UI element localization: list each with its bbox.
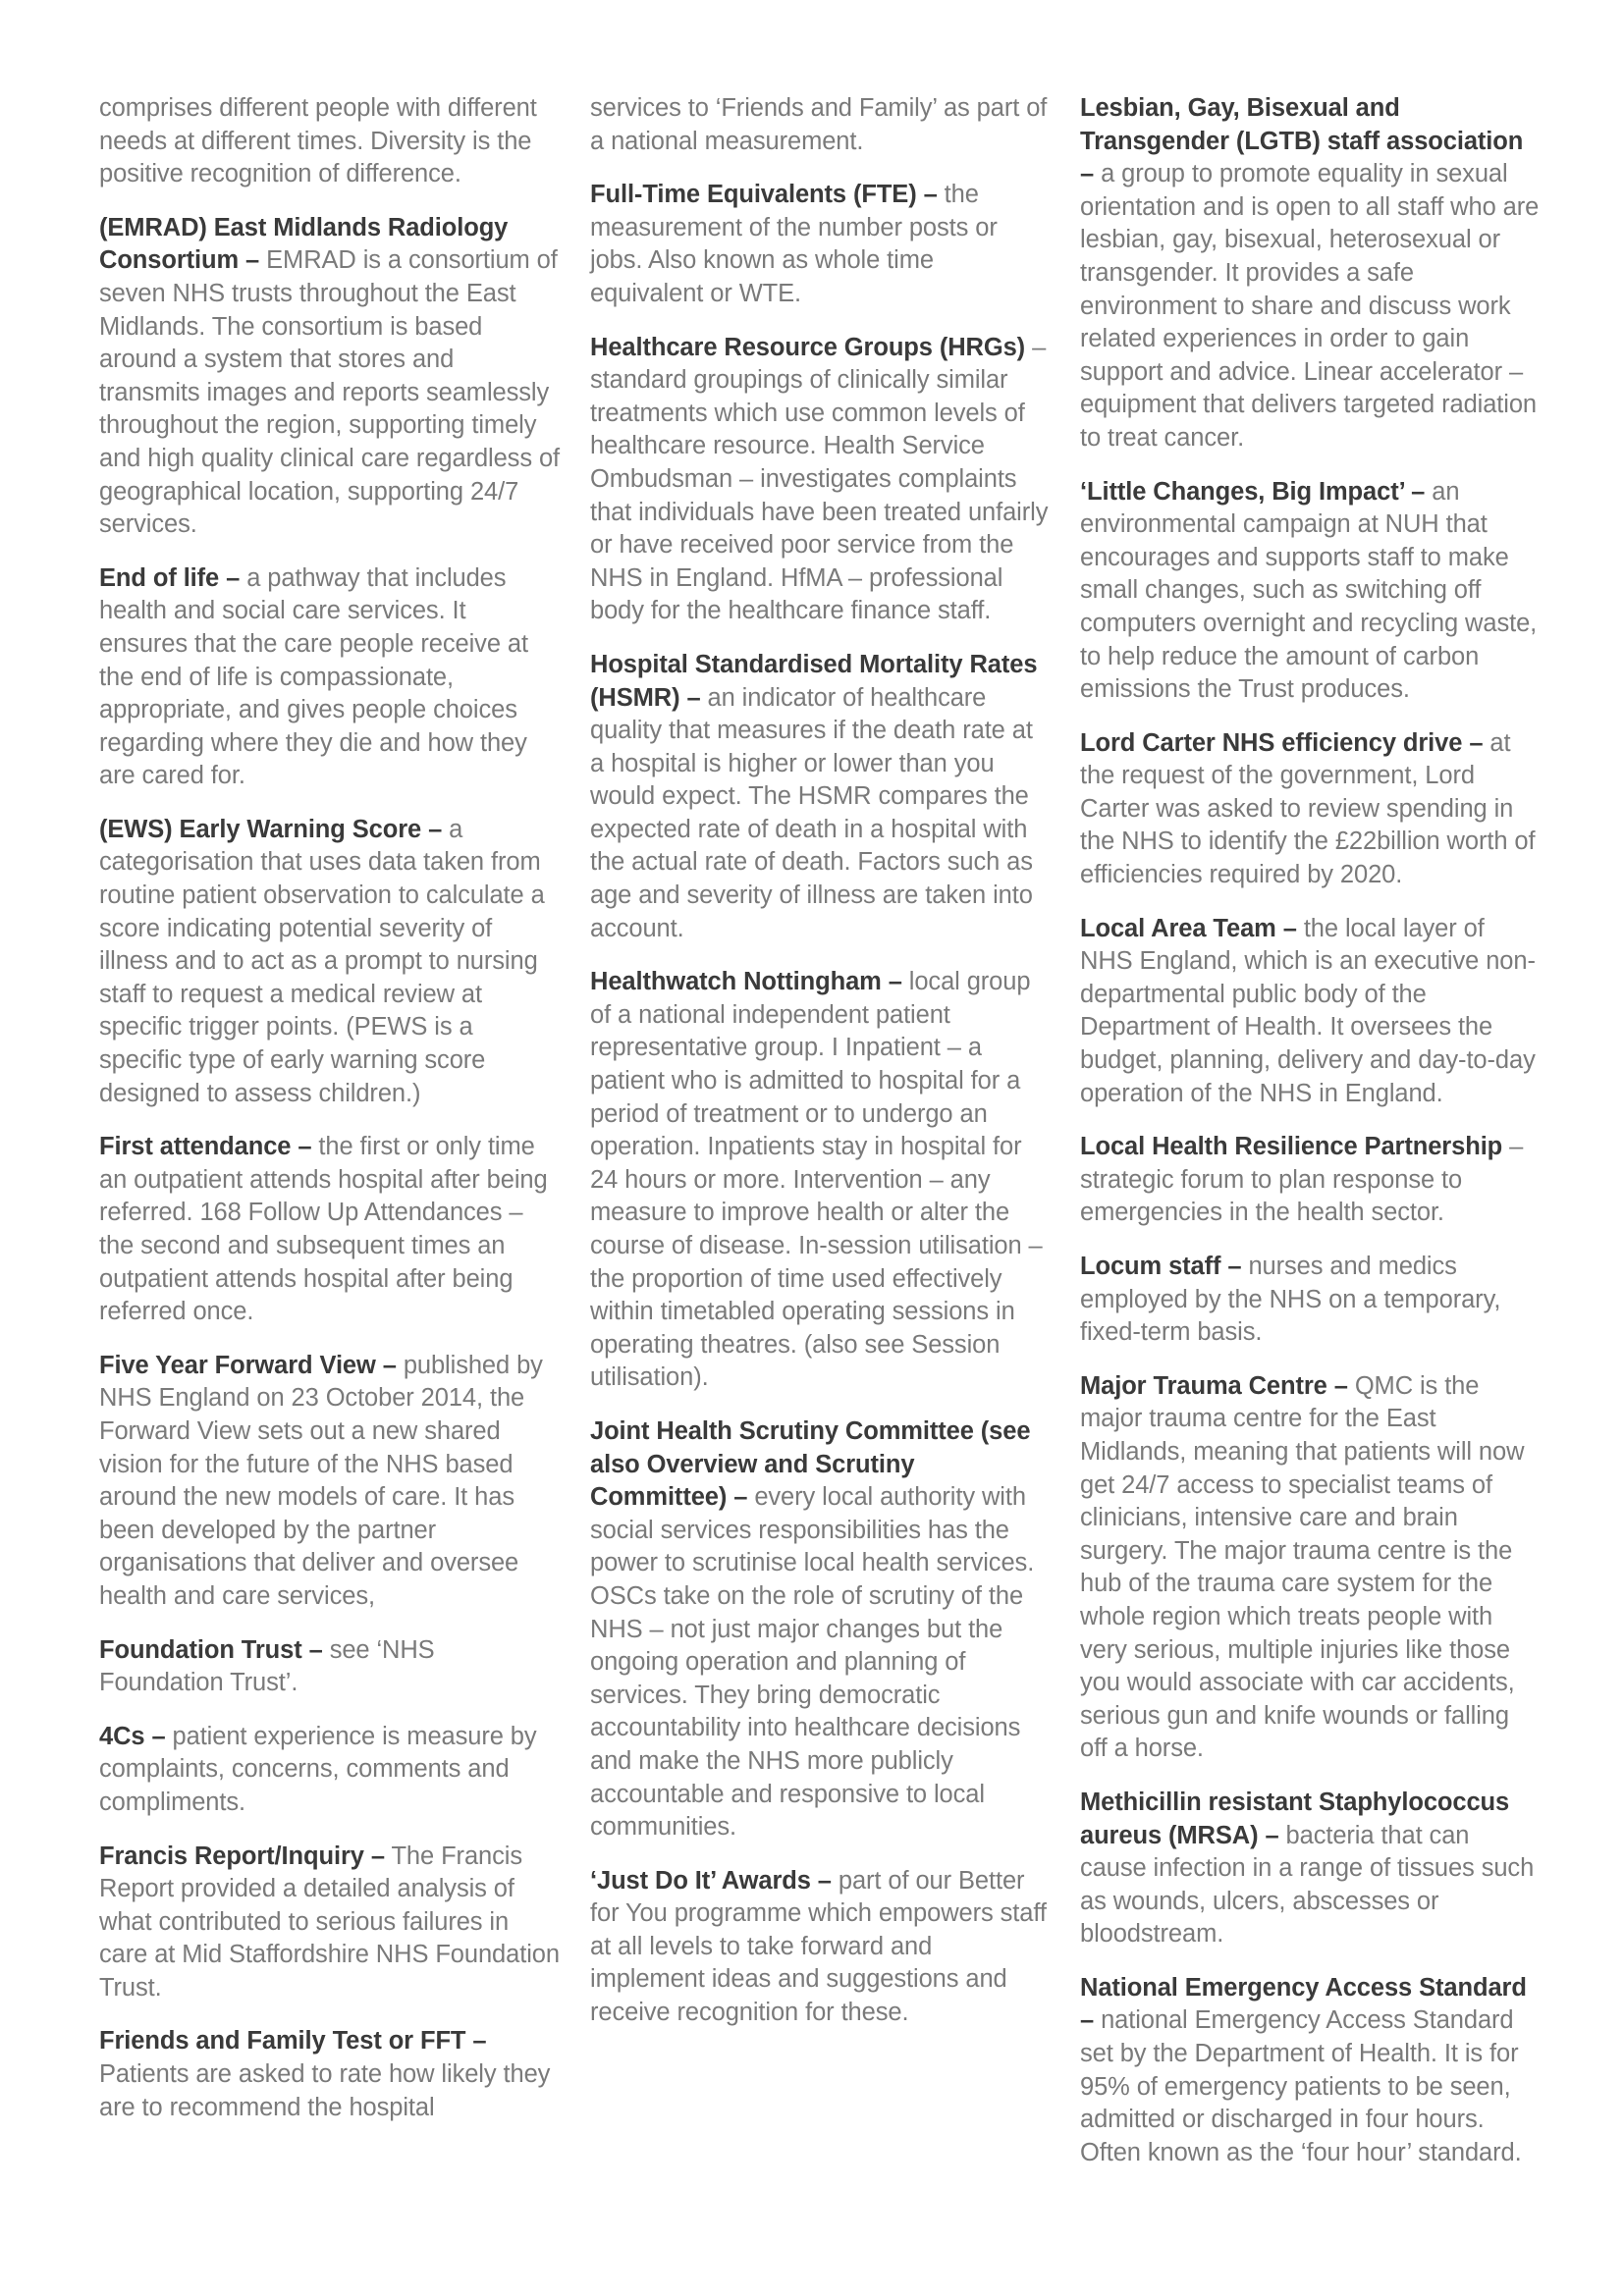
glossary-entry (99, 1634, 561, 1700)
entry-term: (EMRAD) East Midlands Radiology Consortium – (99, 213, 509, 275)
entry-definition: the first or only time an outpatient attends hospital after being referred. 168 Follow Up Attendances – the second and subsequent times an outpatient attends hospital after being referred once. (99, 1133, 548, 1326)
glossary-entry (99, 1131, 561, 1329)
entry-term: Lesbian, Gay, Bisexual and Transgender (LGTB) staff association – (1080, 94, 1524, 188)
glossary-entry (99, 1841, 561, 2005)
glossary-entry (590, 332, 1052, 628)
glossary-entry (1080, 1131, 1542, 1230)
entry-definition: local group of a national independent patient representative group. I Inpatient – a patient who is admitted to hospital for a period of treatment or to undergo an operation. Inpatients stay in hospital for 24 hours or more. Intervention – any measure to improve health or alter the course of disease. In-session utilisation – the proportion of time used effectively within timetabled operating sessions in operating theatres. (also see Session utilisation). (590, 968, 1043, 1392)
glossary-entry (1080, 92, 1542, 455)
glossary-column-3 (1080, 92, 1542, 2190)
entry-term: Healthwatch Nottingham – (590, 968, 902, 996)
entry-term: Healthcare Resource Groups (HRGs) (590, 333, 1026, 361)
entry-definition: services to ‘Friends and Family’ as part of a national measurement. (590, 94, 1048, 155)
entry-definition: The Francis Report provided a detailed analysis of what contributed to serious failures in care at Mid Staffordshire NHS Foundation Trust. (99, 1842, 560, 2002)
entry-definition: a categorisation that uses data taken from routine patient observation to calculate a score indicating potential severity of illness and to act as a prompt to nursing staff to request a medical review at specific trigger points. (PEWS is a specific type of early warning score designed to assess children.) (99, 815, 545, 1107)
glossary-entry (1080, 1972, 1542, 2170)
entry-term: Methicillin resistant Staphylococcus aureus (MRSA) – (1080, 1788, 1510, 1849)
glossary-entry (99, 92, 561, 191)
entry-definition: Patients are asked to rate how likely they are to recommend the hospital (99, 2060, 551, 2121)
entry-term: Hospital Standardised Mortality Rates (HSMR) – (590, 650, 1038, 712)
entry-term: First attendance – (99, 1133, 312, 1161)
entry-term: Lord Carter NHS efficiency drive – (1080, 728, 1484, 757)
glossary-entry (99, 814, 561, 1110)
entry-definition: the measurement of the number posts or jobs. Also known as whole time equivalent or WTE. (590, 181, 998, 307)
entry-definition: a pathway that includes health and social care services. It ensures that the care people receive at the end of life is compassionate, appropriate, and gives people choices regarding where they die and how they are cared for. (99, 563, 528, 790)
entry-term: Joint Health Scrutiny Committee (see also Overview and Scrutiny Committee) – (590, 1416, 1031, 1512)
entry-term: (EWS) Early Warning Score – (99, 815, 443, 843)
glossary-entry (99, 562, 561, 793)
glossary-entry (590, 179, 1052, 310)
glossary-entry (1080, 727, 1542, 892)
entry-definition: every local authority with social services responsibilities has the power to scrutinise local health services. OSCs take on the role of scrutiny of the NHS – not just major changes but the ongoing operation and planning of services. They bring democratic accountability into healthcare decisions and make the NHS more publicly accountable and responsive to local communities. (590, 1483, 1035, 1842)
entry-definition: see ‘NHS Foundation Trust’. (99, 1635, 435, 1697)
glossary-entry (590, 1865, 1052, 2030)
entry-term: Friends and Family Test or FFT – (99, 2027, 487, 2056)
entry-definition: an indicator of healthcare quality that measures if the death rate at a hospital is higher or lower than you would expect. The HSMR compares the expected rate of death in a hospital with the actual rate of death. Factors such as age and severity of illness are taken into account. (590, 683, 1033, 942)
glossary-entry (1080, 1251, 1542, 1350)
glossary-entry (99, 1350, 561, 1614)
entry-definition: an environmental campaign at NUH that encourages and supports staff to make small changes, such as switching off computers overnight and recycling waste, to help reduce the amount of carbon emissions the Trust produces. (1080, 477, 1538, 704)
entry-term: Locum staff – (1080, 1253, 1242, 1280)
entry-definition: part of our Better for You programme which empowers staff at all levels to take forward and implement ideas and suggestions and receive recognition for these. (590, 1866, 1047, 2027)
entry-term: National Emergency Access Standard – (1080, 1973, 1527, 2035)
glossary-entry (99, 1721, 561, 1820)
entry-definition: the local layer of NHS England, which is an executive non-departmental public body of the Department of Health. It oversees the budget, planning, delivery and day-to-day operation of the NHS in England. (1080, 914, 1536, 1107)
entry-definition: QMC is the major trauma centre for the East Midlands, meaning that patients will now get 24/7 access to specialist teams of clinicians, intensive care and brain surgery. The major trauma centre is the hub of the trauma care system for the whole region which treats people with very serious, multiple injuries like those you would associate with car accidents, serious gun and knife wounds or falling off a horse. (1080, 1371, 1525, 1763)
glossary-column-2 (590, 92, 1052, 2051)
glossary-entry (1080, 476, 1542, 707)
entry-term: Local Health Resilience Partnership (1080, 1133, 1503, 1161)
entry-term: Local Area Team – (1080, 914, 1297, 942)
entry-term: Five Year Forward View – (99, 1351, 397, 1379)
entry-definition: at the request of the government, Lord Carter was asked to review spending in the NHS to identify the £22billion worth of efficiencies required by 2020. (1080, 728, 1536, 889)
entry-term: Foundation Trust – (99, 1635, 323, 1664)
glossary-entry (590, 1415, 1052, 1844)
entry-definition: comprises different people with different needs at different times. Diversity is the positive recognition of difference. (99, 94, 537, 188)
glossary-entry (590, 966, 1052, 1395)
entry-definition: – strategic forum to plan response to emergencies in the health sector. (1080, 1133, 1524, 1227)
glossary-entry (1080, 1787, 1542, 1951)
entry-term: Francis Report/Inquiry – (99, 1842, 385, 1870)
glossary-entry (1080, 913, 1542, 1111)
entry-definition: bacteria that can cause infection in a range of tissues such as wounds, ulcers, abscesses or bloodstream. (1080, 1821, 1535, 1949)
entry-definition: – standard groupings of clinically similar treatments which use common levels of healthcare resource. Health Service Ombudsman – investigates complaints that individuals have been treated unfairly or have received poor service from the NHS in England. HfMA – professional body for the healthcare finance staff. (590, 333, 1049, 625)
glossary-entry (590, 92, 1052, 158)
entry-definition: nurses and medics employed by the NHS on a temporary, fixed-term basis. (1080, 1253, 1501, 1347)
glossary-entry (1080, 1370, 1542, 1766)
entry-term: ‘Just Do It’ Awards – (590, 1866, 832, 1895)
entry-term: Full-Time Equivalents (FTE) – (590, 181, 938, 209)
glossary-entry (99, 212, 561, 542)
entry-term: Major Trauma Centre – (1080, 1371, 1348, 1400)
entry-definition: published by NHS England on 23 October 2014, the Forward View sets out a new shared vision for the future of the NHS based around the new models of care. It has been developed by the partner organisations that deliver and oversee health and care services, (99, 1351, 543, 1610)
entry-definition: patient experience is measure by complaints, concerns, comments and compliments. (99, 1722, 537, 1816)
entry-definition: EMRAD is a consortium of seven NHS trusts throughout the East Midlands. The consortium is based around a system that stores and transmits images and reports seamlessly throughout the region, supporting timely and high quality clinical care regardless of geographical location, supporting 24/7 services. (99, 246, 561, 539)
entry-definition: national Emergency Access Standard set by the Department of Health. It is for 95% of emergency patients to be seen, admitted or discharged in four hours. Often known as the ‘four hour’ standard. (1080, 2006, 1522, 2166)
entry-term: ‘Little Changes, Big Impact’ – (1080, 477, 1426, 506)
glossary-column-1 (99, 92, 561, 2145)
glossary-entry (99, 2025, 561, 2124)
entry-definition: a group to promote equality in sexual orientation and is open to all staff who are lesbian, gay, bisexual, heterosexual or transgender. It provides a safe environment to share and discuss work related experiences in order to gain support and advice. Linear accelerator – equipment that delivers targeted radiation to treat cancer. (1080, 160, 1540, 452)
entry-term: 4Cs – (99, 1722, 166, 1750)
glossary-entry (590, 649, 1052, 945)
entry-term: End of life – (99, 563, 241, 592)
